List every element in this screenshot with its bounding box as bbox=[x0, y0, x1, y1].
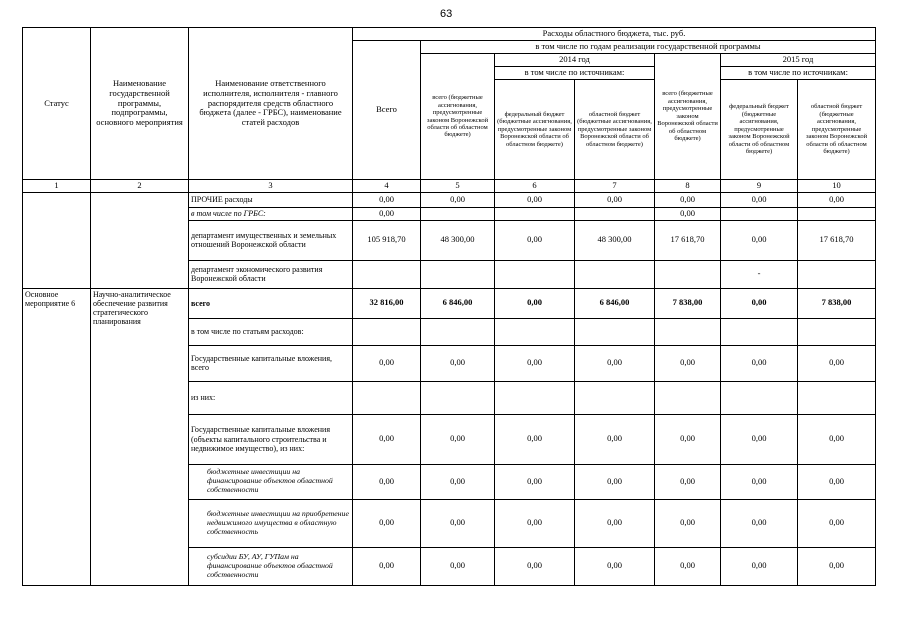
value-cell: 0,00 bbox=[421, 464, 495, 499]
header-by-years-cell: в том числе по годам реализации государственной программы bbox=[421, 41, 876, 54]
value-cell bbox=[421, 381, 495, 414]
value-cell bbox=[798, 381, 876, 414]
value-cell: 0,00 bbox=[575, 414, 655, 464]
value-cell bbox=[575, 381, 655, 414]
column-number-row bbox=[23, 180, 876, 193]
row-name: в том числе по ГРБС: bbox=[189, 208, 353, 221]
value-cell: 0,00 bbox=[721, 193, 798, 208]
value-cell: 48 300,00 bbox=[575, 220, 655, 260]
value-cell: 32 816,00 bbox=[353, 288, 421, 318]
value-cell: 0,00 bbox=[721, 499, 798, 547]
value-cell bbox=[421, 260, 495, 288]
row-name: Государственные капитальные вложения, всего bbox=[189, 345, 353, 381]
row-name: департамент имущественных и земельных отношений Воронежской области bbox=[189, 220, 353, 260]
value-cell: 6 846,00 bbox=[421, 288, 495, 318]
header-regional-2015: областной бюджет (бюджетные ассигнования, предусмотренные законом Воронежской области об областном бюджете) bbox=[798, 80, 876, 180]
column-number: 6 bbox=[495, 180, 575, 193]
value-cell bbox=[353, 260, 421, 288]
header-total-cell: Всего bbox=[353, 41, 421, 180]
column-number: 2 bbox=[91, 180, 189, 193]
value-cell bbox=[655, 260, 721, 288]
row-name: в том числе по статьям расходов: bbox=[189, 318, 353, 345]
value-cell: 0,00 bbox=[495, 288, 575, 318]
status-empty-cell bbox=[23, 193, 91, 289]
header-total-2015: всего (бюджетные ассигнования, предусмотренные законом Воронежской области об областном бюджете) bbox=[655, 54, 721, 180]
value-cell: 0,00 bbox=[655, 345, 721, 381]
value-cell: 0,00 bbox=[655, 499, 721, 547]
column-number: 3 bbox=[189, 180, 353, 193]
value-cell bbox=[421, 318, 495, 345]
value-cell bbox=[798, 208, 876, 221]
value-cell: 0,00 bbox=[721, 220, 798, 260]
value-cell: 0,00 bbox=[495, 547, 575, 585]
value-cell: 0,00 bbox=[575, 464, 655, 499]
header-year-2015-cell: 2015 год bbox=[721, 54, 876, 67]
row-name: Государственные капитальные вложения (объекты капитального строительства и недвижимое имущество), из них: bbox=[189, 414, 353, 464]
row-name: бюджетные инвестиции на финансирование объектов областной собственности bbox=[189, 464, 353, 499]
value-cell bbox=[655, 318, 721, 345]
table-row bbox=[23, 193, 876, 208]
value-cell: 17 618,70 bbox=[655, 220, 721, 260]
value-cell bbox=[721, 208, 798, 221]
value-cell: 0,00 bbox=[721, 345, 798, 381]
value-cell: - bbox=[721, 260, 798, 288]
value-cell: 0,00 bbox=[721, 547, 798, 585]
value-cell bbox=[575, 208, 655, 221]
value-cell bbox=[575, 318, 655, 345]
header-executor-cell: Наименование ответственного исполнителя, исполнителя - главного распорядителя средств областного бюджета (далее - ГРБС), наименование статей расходов bbox=[189, 28, 353, 180]
value-cell: 0,00 bbox=[575, 499, 655, 547]
value-cell: 0,00 bbox=[655, 547, 721, 585]
value-cell: 0,00 bbox=[495, 414, 575, 464]
value-cell: 0,00 bbox=[421, 193, 495, 208]
value-cell: 0,00 bbox=[575, 345, 655, 381]
header-sources-2014: в том числе по источникам: bbox=[495, 67, 655, 80]
value-cell: 0,00 bbox=[798, 547, 876, 585]
value-cell bbox=[575, 260, 655, 288]
value-cell: 0,00 bbox=[575, 547, 655, 585]
budget-table-body bbox=[22, 27, 876, 586]
value-cell: 0,00 bbox=[353, 464, 421, 499]
value-cell: 0,00 bbox=[798, 414, 876, 464]
value-cell bbox=[495, 318, 575, 345]
row-name: ПРОЧИЕ расходы bbox=[189, 193, 353, 208]
column-number: 7 bbox=[575, 180, 655, 193]
column-number: 1 bbox=[23, 180, 91, 193]
value-cell: 0,00 bbox=[495, 464, 575, 499]
value-cell: 0,00 bbox=[655, 464, 721, 499]
header-year-2014-cell: 2014 год bbox=[495, 54, 655, 67]
header-status-cell: Статус bbox=[23, 28, 91, 180]
row-name: бюджетные инвестиции на приобретение недвижимого имущества в областную собственность bbox=[189, 499, 353, 547]
value-cell bbox=[421, 208, 495, 221]
status-label: Основное мероприятие 6 bbox=[23, 288, 91, 585]
value-cell: 48 300,00 bbox=[421, 220, 495, 260]
value-cell: 0,00 bbox=[721, 464, 798, 499]
value-cell: 0,00 bbox=[655, 193, 721, 208]
value-cell: 0,00 bbox=[495, 220, 575, 260]
page-number: 63 bbox=[440, 8, 453, 20]
value-cell: 0,00 bbox=[721, 288, 798, 318]
program-label: Научно-аналитическое обеспечение развития стратегического планирования bbox=[91, 288, 189, 585]
value-cell: 0,00 bbox=[575, 193, 655, 208]
value-cell bbox=[495, 260, 575, 288]
row-name: субсидии БУ, АУ, ГУПам на финансирование объектов областной собственности bbox=[189, 547, 353, 585]
value-cell: 0,00 bbox=[495, 193, 575, 208]
value-cell: 6 846,00 bbox=[575, 288, 655, 318]
value-cell: 0,00 bbox=[353, 345, 421, 381]
column-number: 4 bbox=[353, 180, 421, 193]
value-cell bbox=[495, 381, 575, 414]
value-cell: 0,00 bbox=[655, 414, 721, 464]
value-cell: 17 618,70 bbox=[798, 220, 876, 260]
value-cell bbox=[798, 260, 876, 288]
value-cell bbox=[353, 318, 421, 345]
value-cell: 0,00 bbox=[495, 499, 575, 547]
row-name: из них: bbox=[189, 381, 353, 414]
value-cell: 0,00 bbox=[798, 499, 876, 547]
program-empty-cell bbox=[91, 193, 189, 289]
value-cell: 7 838,00 bbox=[798, 288, 876, 318]
value-cell: 0,00 bbox=[798, 464, 876, 499]
header-program-name-cell: Наименование государственной программы, подпрограммы, основного мероприятия bbox=[91, 28, 189, 180]
value-cell bbox=[721, 381, 798, 414]
value-cell bbox=[721, 318, 798, 345]
value-cell: 105 918,70 bbox=[353, 220, 421, 260]
header-budget-title-cell: Расходы областного бюджета, тыс. руб. bbox=[353, 28, 876, 41]
value-cell: 0,00 bbox=[495, 345, 575, 381]
row-name: всего bbox=[189, 288, 353, 318]
table-row bbox=[23, 288, 876, 318]
value-cell: 0,00 bbox=[421, 499, 495, 547]
value-cell: 0,00 bbox=[721, 414, 798, 464]
value-cell bbox=[655, 381, 721, 414]
value-cell: 0,00 bbox=[421, 414, 495, 464]
value-cell: 0,00 bbox=[353, 547, 421, 585]
value-cell: 7 838,00 bbox=[655, 288, 721, 318]
column-number: 8 bbox=[655, 180, 721, 193]
value-cell: 0,00 bbox=[353, 208, 421, 221]
column-number: 5 bbox=[421, 180, 495, 193]
row-name: департамент экономического развития Воронежской области bbox=[189, 260, 353, 288]
value-cell bbox=[353, 381, 421, 414]
value-cell: 0,00 bbox=[655, 208, 721, 221]
value-cell: 0,00 bbox=[798, 193, 876, 208]
value-cell: 0,00 bbox=[421, 547, 495, 585]
header-regional-2014: областной бюджет (бюджетные ассигнования, предусмотренные законом Воронежской области об областном бюджете) bbox=[575, 80, 655, 180]
header-federal-2014: федеральный бюджет (бюджетные ассигнования, предусмотренные законом Воронежской области об областном бюджете) bbox=[495, 80, 575, 180]
value-cell: 0,00 bbox=[798, 345, 876, 381]
column-number: 9 bbox=[721, 180, 798, 193]
header-total-2014: всего (бюджетные ассигнования, предусмотренные законом Воронежской области об областном бюджете) bbox=[421, 54, 495, 180]
header-federal-2015: федеральный бюджет (бюджетные ассигнования, предусмотренные законом Воронежской области об областном бюджете) bbox=[721, 80, 798, 180]
column-number: 10 bbox=[798, 180, 876, 193]
header-sources-2015: в том числе по источникам: bbox=[721, 67, 876, 80]
value-cell: 0,00 bbox=[353, 414, 421, 464]
value-cell: 0,00 bbox=[421, 345, 495, 381]
value-cell bbox=[495, 208, 575, 221]
value-cell bbox=[798, 318, 876, 345]
value-cell: 0,00 bbox=[353, 499, 421, 547]
value-cell: 0,00 bbox=[353, 193, 421, 208]
